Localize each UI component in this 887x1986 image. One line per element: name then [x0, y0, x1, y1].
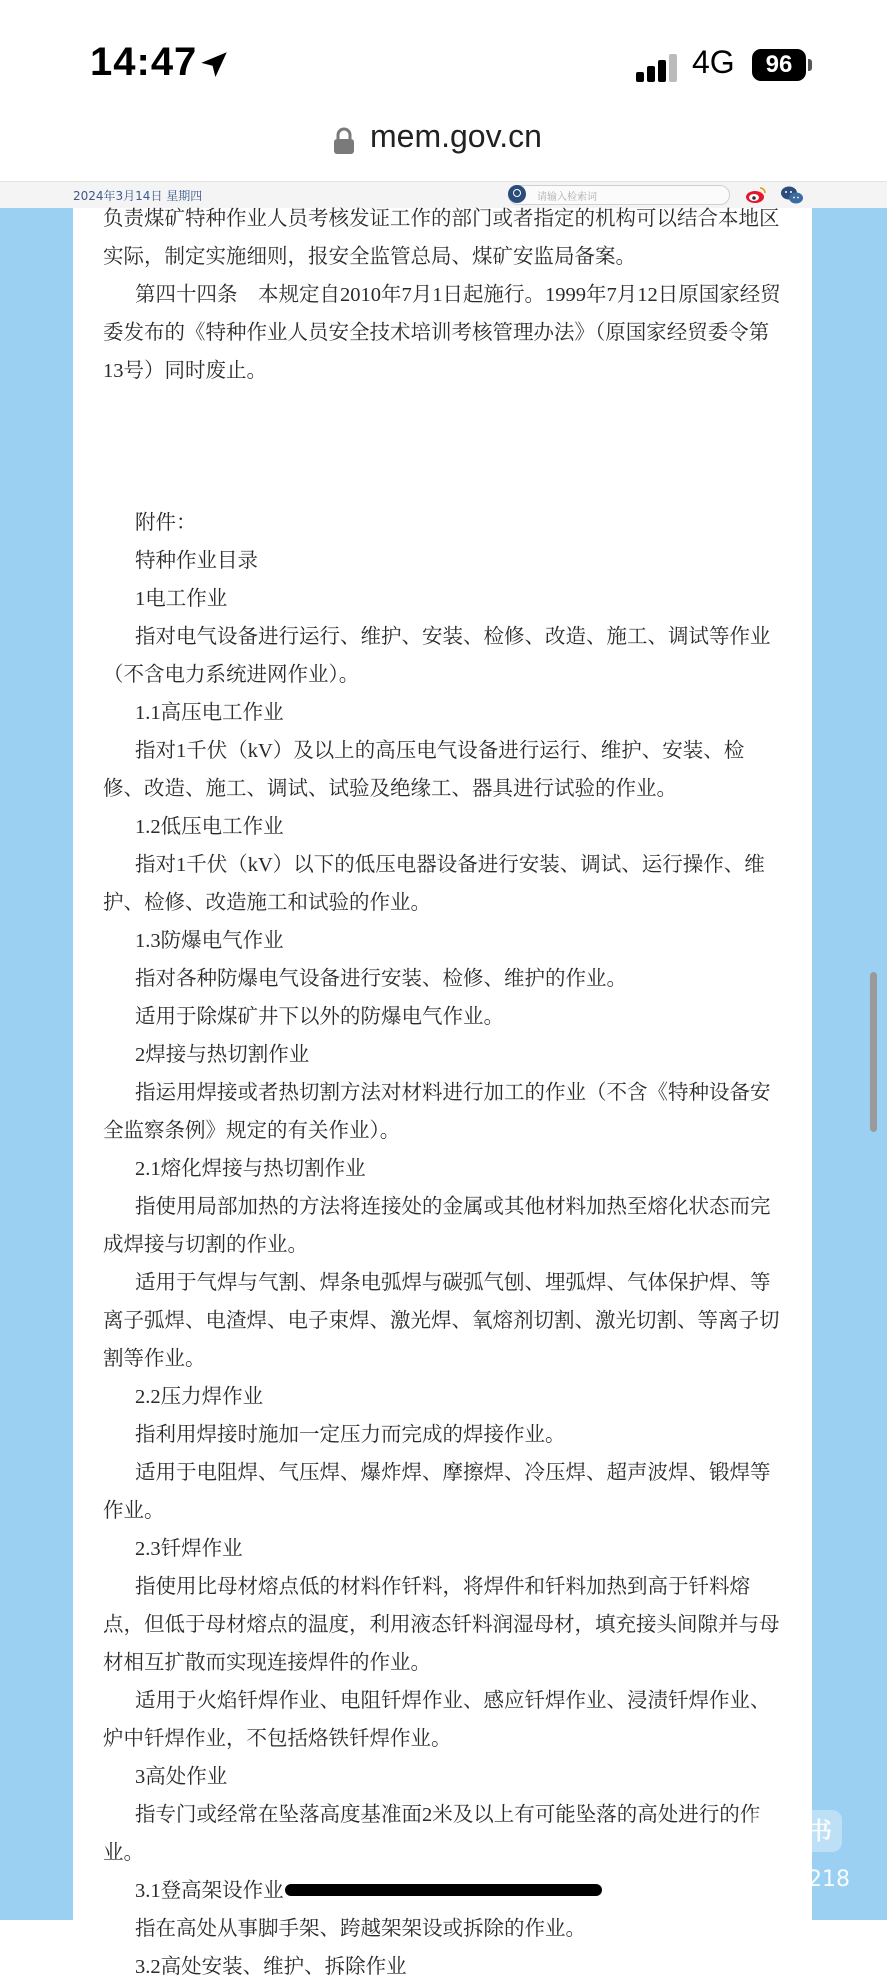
article-paragraph: 适用于电阻焊、气压焊、爆炸焊、摩擦焊、冷压焊、超声波焊、锻焊等作业。 — [103, 1462, 771, 1522]
article-paragraph: 指使用局部加热的方法将连接处的金属或其他材料加热至熔化状态而完成焊接与切割的作业。 — [103, 1196, 771, 1256]
section-heading: 2.2压力焊作业 — [135, 1386, 264, 1408]
location-arrow-icon — [197, 48, 231, 82]
article-paragraph: 指对1千伏（kV）以下的低压电器设备进行安装、调试、运行操作、维护、检修、改造施工和试验的作业。 — [103, 854, 765, 914]
status-time: 14:47 — [90, 40, 198, 84]
section-heading: 1.1高压电工作业 — [135, 702, 284, 724]
article-paragraph: 指对各种防爆电气设备进行安装、检修、维护的作业。 — [135, 968, 627, 990]
wechat-icon[interactable] — [780, 185, 804, 205]
article-paragraph: 负责煤矿特种作业人员考核发证工作的部门或者指定的机构可以结合本地区实际，制定实施细则，报安全监管总局、煤矿安监局备案。 — [103, 208, 780, 268]
article-paragraph: 适用于火焰钎焊作业、电阻钎焊作业、感应钎焊作业、浸渍钎焊作业、炉中钎焊作业，不包括烙铁钎焊作业。 — [103, 1690, 771, 1750]
page-background-left — [0, 208, 73, 1920]
section-heading: 1电工作业 — [135, 588, 228, 610]
status-bar — [0, 0, 887, 110]
network-type: 4G — [692, 44, 735, 80]
article-paragraph: 适用于气焊与气割、焊条电弧焊与碳弧气刨、埋弧焊、气体保护焊、等离子弧焊、电渣焊、电子束焊、激光焊、氧熔剂切割、激光切割、等离子切割等作业。 — [103, 1272, 780, 1370]
section-heading: 2焊接与热切割作业 — [135, 1044, 310, 1066]
section-heading: 3.1登高架设作业 — [135, 1880, 284, 1902]
cellular-signal-icon — [636, 52, 676, 82]
spacer — [103, 390, 783, 504]
article-paragraph: 指对电气设备进行运行、维护、安装、检修、改造、施工、调试等作业（不含电力系统进网作业）。 — [103, 626, 771, 686]
scrollbar-thumb[interactable] — [870, 972, 877, 1132]
lock-icon — [333, 127, 355, 155]
url-text[interactable]: mem.gov.cn — [370, 118, 542, 154]
watermark-logo: 小红书 — [750, 1810, 842, 1852]
section-heading: 3高处作业 — [135, 1766, 228, 1788]
article-paragraph: 适用于除煤矿井下以外的防爆电气作业。 — [135, 1006, 504, 1028]
attachment-label: 附件： — [135, 512, 197, 534]
battery-icon: 96 — [752, 49, 806, 81]
article-paragraph: 指在高处从事脚手架、跨越架架设或拆除的作业。 — [135, 1918, 586, 1940]
section-heading: 1.2低压电工作业 — [135, 816, 284, 838]
article-paragraph: 指运用焊接或者热切割方法对材料进行加工的作业（不含《特种设备安全监察条例》规定的有关作业）。 — [103, 1082, 771, 1142]
article-paragraph: 指使用比母材熔点低的材料作钎料，将焊件和钎料加热到高于钎料熔点，但低于母材熔点的温度，利用液态钎料润湿母材，填充接头间隙并与母材相互扩散而实现连接焊件的作业。 — [103, 1576, 780, 1674]
section-heading: 特种作业目录 — [135, 550, 258, 572]
article-body — [103, 200, 783, 1986]
watermark-id: 小红书号：107847218 — [614, 1867, 850, 1892]
article-paragraph: 指对1千伏（kV）及以上的高压电气设备进行运行、维护、安装、检修、改造、施工、调试、试验及绝缘工、器具进行试验的作业。 — [103, 740, 745, 800]
article-paragraph: 指专门或经常在坠落高度基准面2米及以上有可能坠落的高处进行的作业。 — [103, 1804, 761, 1864]
section-heading: 3.2高处安装、维护、拆除作业 — [135, 1956, 407, 1978]
article-paragraph: 第四十四条 本规定自2010年7月1日起施行。1999年7月12日原国家经贸委发布的《特种作业人员安全技术培训考核管理办法》（原国家经贸委令第13号）同时废止。 — [103, 284, 781, 382]
section-heading: 2.1熔化焊接与热切割作业 — [135, 1158, 366, 1180]
article-paragraph: 指利用焊接时施加一定压力而完成的焊接作业。 — [135, 1424, 566, 1446]
battery-tip — [808, 59, 812, 71]
site-search-placeholder: 请输入检索词 — [537, 192, 597, 203]
section-heading: 2.3钎焊作业 — [135, 1538, 243, 1560]
site-date: 2024年3月14日 星期四 — [73, 189, 203, 203]
home-indicator[interactable] — [285, 1884, 602, 1896]
section-heading: 1.3防爆电气作业 — [135, 930, 284, 952]
article-container — [73, 208, 812, 1978]
